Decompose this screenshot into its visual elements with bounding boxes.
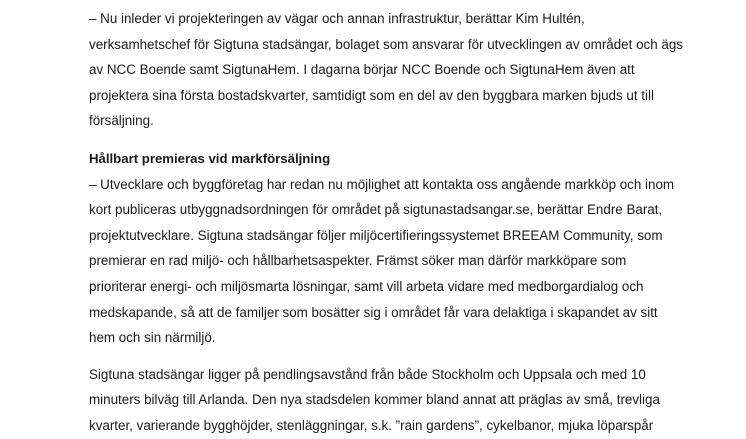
paragraph-intro: [89, 6, 689, 134]
text-line: projektutvecklare. Sigtuna stadsängar följer miljöcertifieringssystemet BREEAM Community, som: [89, 227, 663, 243]
text-line: kvarter, varierande bygghöjder, stenläggningar, s.k. ”rain gardens”, cykelbanor, mjuka löparspår: [89, 417, 654, 433]
text-line: projektera sina första bostadskvarter, samtidigt som en del av den byggbara marken bjuds ut till: [89, 87, 654, 103]
text-line: medskapande, så att de familjer som bosätter sig i området får vara delaktiga i skapandet av sitt: [89, 304, 658, 320]
text-line: minuters bilväg till Arlanda. Den nya stadsdelen kommer bland annat att präglas av små, trevliga: [89, 392, 660, 408]
text-line: hem och sin närmiljö.: [89, 330, 216, 346]
paragraph-spacer: [89, 134, 689, 146]
paragraph-location: [89, 362, 689, 439]
article-body: [89, 6, 689, 439]
paragraph-land-sale: [89, 172, 689, 351]
text-line: av NCC Boende samt SigtunaHem. I dagarna börjar NCC Boende och SigtunaHem även att: [89, 62, 635, 78]
text-line: – Utvecklare och byggföretag har redan nu möjlighet att kontakta oss angående markköp och inom: [89, 176, 675, 192]
text-line: Sigtuna stadsängar ligger på pendlingsavstånd från både Stockholm och Uppsala och med 10: [89, 366, 646, 382]
text-line: premierar en rad miljö- och hållbarhetsaspekter. Främst söker man därför markköpare som: [89, 253, 627, 269]
text-line: – Nu inleder vi projekteringen av vägar och annan infrastruktur, berättar Kim Hultén,: [89, 11, 585, 26]
section-heading: Hållbart premieras vid markförsäljning: [89, 150, 331, 166]
text-line: verksamhetschef för Sigtuna stadsängar, bolaget som ansvarar för utvecklingen av området och ägs: [89, 36, 683, 52]
text-line: kort publiceras utbyggnadsordningen för området på sigtunastadsangar.se, berättar Endre Barat,: [89, 202, 663, 218]
paragraph-spacer: [89, 351, 689, 362]
text-line: försäljning.: [89, 113, 154, 129]
text-line: prioriterar energi- och miljösmarta lösningar, samt vill arbeta vidare med medborgardialog och: [89, 278, 644, 294]
